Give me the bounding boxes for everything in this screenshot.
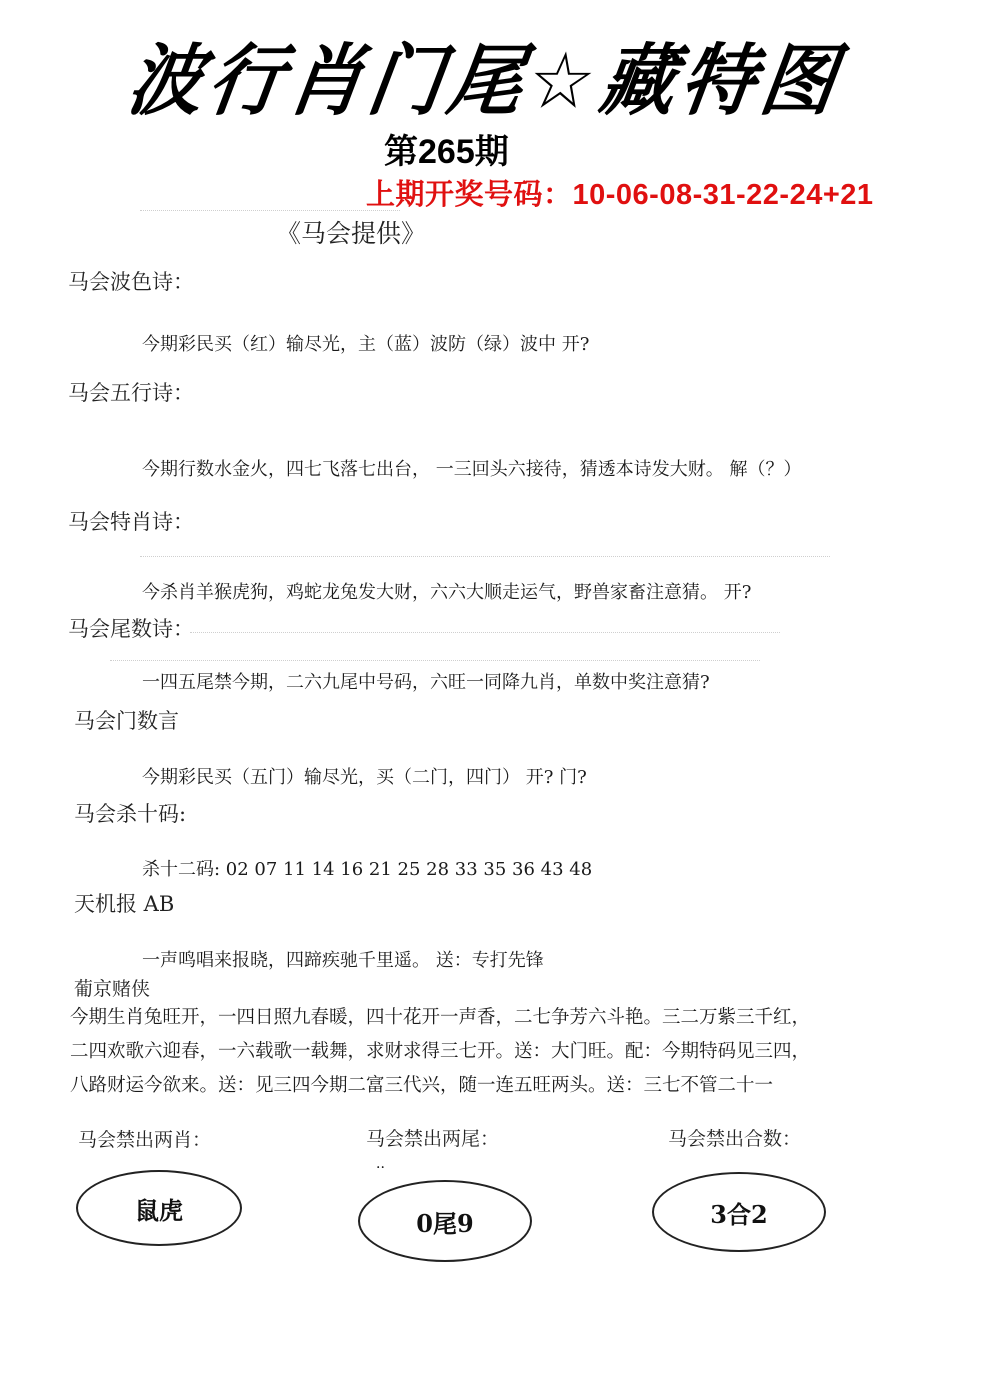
- zodiac-poem-heading: 马会特肖诗：: [68, 510, 194, 534]
- tail-poem-text: 一四五尾禁今期，二六九尾中号码，六旺一同降九肖，单数中奖注意猜?: [142, 672, 710, 693]
- wave-poem-heading: 马会波色诗：: [68, 270, 194, 294]
- ban-tail-oval: [358, 1180, 532, 1262]
- zodiac-poem-text: 今杀肖羊猴虎狗，鸡蛇龙兔发大财，六六大顺走运气，野兽家畜注意猜。 开?: [142, 582, 752, 603]
- divider: [140, 556, 830, 557]
- tianji-text: 一声鸣唱来报晓，四蹄疾驰千里遥。 送：专打先锋: [142, 950, 544, 971]
- provider-label: 《马会提供》: [276, 219, 427, 248]
- kill-numbers-text: 杀十二码: 02 07 11 14 16 21 25 28 33 35 36 43 48: [142, 859, 593, 880]
- ban-tail-value: 0尾9: [416, 1208, 474, 1238]
- pujing-heading: 葡京赌侠: [74, 978, 151, 1000]
- ban-sum-oval: [652, 1172, 826, 1252]
- door-poem-heading: 马会门数言: [74, 709, 179, 733]
- last-draw-numbers: 上期开奖号码：10-06-08-31-22-24+21: [366, 179, 874, 211]
- divider: [140, 210, 400, 211]
- ban-zodiac-value: 鼠虎: [135, 1195, 183, 1225]
- wave-poem-text: 今期彩民买（红）输尽光，主（蓝）波防（绿）波中 开?: [142, 334, 590, 355]
- five-elements-heading: 马会五行诗：: [68, 381, 194, 405]
- ban-sum-label: 马会禁出合数：: [668, 1128, 802, 1150]
- tail-poem-heading: 马会尾数诗：: [68, 617, 194, 641]
- tianji-heading: 天机报 AB: [74, 892, 175, 916]
- door-poem-text: 今期彩民买（五门）输尽光，买（二门，四门） 开? 门?: [142, 767, 587, 788]
- pujing-line: 二四欢歌六迎春，一六载歌一载舞，求财求得三七开。送：大门旺。配：今期特码见三四，: [70, 1041, 811, 1062]
- ban-zodiac-oval: [76, 1170, 242, 1246]
- pujing-line: 八路财运今欲来。送：见三四今期二富三代兴，随一连五旺两头。送：三七不管二十一: [70, 1075, 774, 1096]
- issue-number: 第265期: [384, 133, 509, 171]
- dot-mark: ··: [376, 1160, 385, 1176]
- ban-tail-label: 马会禁出两尾：: [366, 1128, 500, 1150]
- divider: [110, 660, 760, 661]
- page-title: 波行肖门尾☆藏特图: [122, 36, 848, 127]
- five-elements-text: 今期行数水金火，四七飞落七出台， 一三回头六接待，猜透本诗发大财。 解（？）: [142, 459, 802, 480]
- ban-sum-value: 3合2: [710, 1199, 768, 1229]
- kill-numbers-heading: 马会杀十码:: [74, 802, 187, 826]
- ban-zodiac-label: 马会禁出两肖：: [78, 1129, 212, 1151]
- divider: [190, 632, 780, 633]
- pujing-line: 今期生肖兔旺开，一四日照九春暖，四十花开一声香，二七争芳六斗艳。三二万紫三千红，: [70, 1007, 811, 1028]
